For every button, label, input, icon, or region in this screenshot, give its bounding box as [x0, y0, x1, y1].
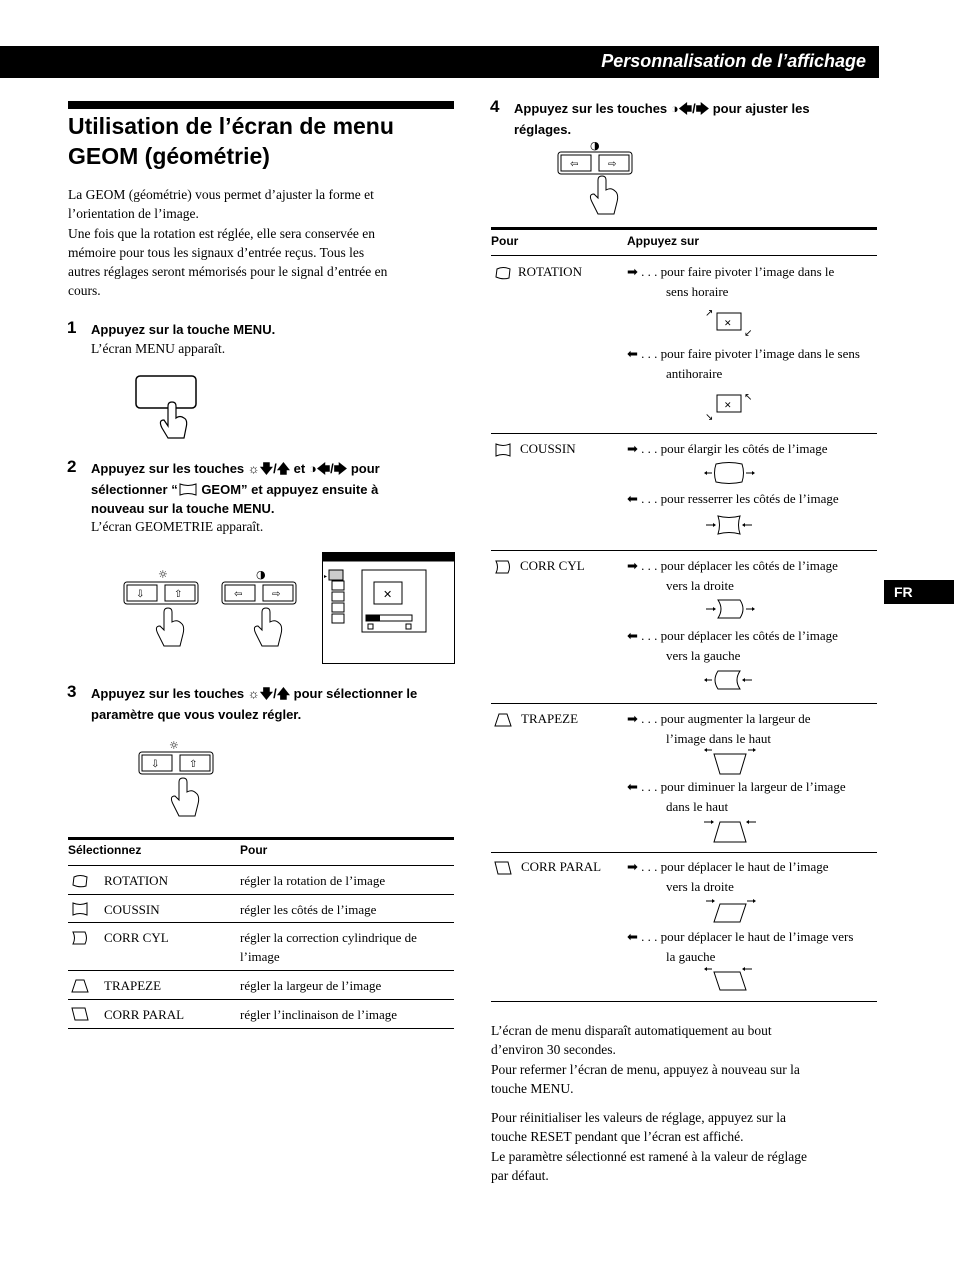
table-rule: [68, 837, 454, 840]
intro-line: autres réglages seront mémorisés pour le signal d’entrée en: [68, 264, 388, 280]
rotation-icon: [494, 266, 512, 280]
table1-row-name: CORR PARAL: [104, 1007, 185, 1022]
menu-button-illustration: [128, 368, 208, 444]
corrparal-right-illustration: [702, 896, 758, 926]
table1-header-select: Sélectionnez: [68, 843, 142, 857]
step-number: 2: [67, 457, 77, 476]
table1-row-name: COUSSIN: [104, 902, 160, 917]
corrparal-left-illustration: [702, 964, 758, 994]
svg-text:⇩: ⇩: [136, 589, 145, 600]
table1-row-desc: régler la rotation de l’image: [240, 873, 386, 888]
sun-buttons-illustration: [137, 738, 217, 818]
table1-row-desc: régler les côtés de l’image: [240, 902, 377, 917]
step1-instruction: Appuyez sur la touche MENU.: [91, 322, 276, 337]
table-rule: [68, 894, 454, 895]
rotate-clockwise-illustration: [704, 306, 754, 338]
geometry-screen-illustration: [322, 552, 456, 666]
coussin-narrow-illustration: [702, 514, 758, 536]
table1-row-desc: régler l’inclinaison de l’image: [240, 1007, 398, 1022]
intro-line: cours.: [68, 283, 101, 299]
corr-cyl-icon: [71, 931, 89, 945]
contrast-buttons-illustration: [556, 138, 636, 218]
page-title: [68, 111, 454, 171]
page-title-line1: Utilisation de l’écran de menu: [68, 113, 394, 139]
step-number: 1: [67, 318, 77, 337]
svg-text:⇧: ⇧: [174, 589, 183, 600]
svg-text:✕: ✕: [724, 401, 732, 411]
table-rule: [491, 1001, 877, 1002]
step2-instruction: Appuyez sur les touches ☼🡇/🡅 et ◑🡄/🡆 pour sélectionner “ GEOM” et appuyez ensuite à nouveau sur la touche MENU.: [91, 461, 380, 516]
trapeze-narrow-illustration: [702, 816, 758, 846]
table-rule: [491, 852, 877, 853]
table-rule: [68, 970, 454, 971]
step-number: 3: [67, 682, 77, 701]
svg-text:⇦: ⇦: [570, 159, 579, 170]
svg-text:⇩: ⇩: [151, 759, 160, 770]
corr-paral-icon: [71, 1007, 89, 1021]
svg-text:☼: ☼: [169, 739, 179, 752]
sun-buttons-illustration: [122, 568, 202, 648]
page-title-line2: GEOM (géométrie): [68, 143, 270, 169]
rotation-right-desc: ➡ . . . pour faire pivoter l’image dans le sens horaire: [627, 264, 835, 299]
svg-text:✕: ✕: [724, 319, 732, 329]
trapeze-icon: [494, 713, 512, 727]
table2-row-name: ROTATION: [518, 264, 582, 279]
svg-text:◑: ◑: [590, 139, 600, 152]
coussin-widen-illustration: [702, 462, 758, 484]
intro-line: l’orientation de l’image.: [68, 206, 199, 222]
contrast-buttons-illustration: [220, 568, 300, 648]
step1-result: L’écran MENU apparaît.: [91, 341, 226, 356]
coussin-icon: [494, 443, 512, 457]
intro-line: mémoire pour tous les signaux d’entrée reçus. Tous les: [68, 244, 365, 260]
step-number: 4: [490, 97, 500, 116]
rotation-left-desc: ⬅ . . . pour faire pivoter l’image dans le sens antihoraire: [627, 346, 860, 381]
table1-header-for: Pour: [240, 843, 268, 857]
table-rule: [68, 922, 454, 923]
table-rule: [491, 227, 877, 230]
table2-row-name: COUSSIN: [520, 441, 576, 456]
table-rule: [68, 865, 454, 866]
svg-text:⇦: ⇦: [234, 589, 243, 600]
table2-header-press: Appuyez sur: [627, 234, 700, 248]
corrcyl-left-illustration: [702, 669, 758, 691]
trapeze-icon: [71, 979, 89, 993]
step3-instruction: Appuyez sur les touches ☼🡇/🡅 pour sélectionner le paramètre que vous voulez régler.: [91, 686, 418, 722]
svg-text:↙: ↙: [744, 328, 753, 339]
table-rule: [491, 433, 877, 434]
table-rule: [68, 999, 454, 1000]
table-rule: [68, 1028, 454, 1029]
rotation-icon: [71, 874, 89, 888]
step2-result: L’écran GEOMETRIE apparaît.: [91, 519, 264, 534]
table2-row-name: CORR CYL: [520, 558, 585, 573]
svg-text:☼: ☼: [158, 568, 168, 581]
table1-row-desc: régler la largeur de l’image: [240, 978, 382, 993]
svg-text:⇧: ⇧: [189, 759, 198, 770]
language-tab: FR: [884, 580, 954, 604]
svg-text:↗: ↗: [705, 308, 714, 319]
table2-row-name: CORR PARAL: [521, 859, 602, 874]
trapeze-widen-illustration: [702, 746, 758, 776]
footer-paragraph-1: L’écran de menu disparaît automatiquement au bout d’environ 30 secondes. Pour refermer l’écran de menu, appuyez à nouveau sur la touche MENU.: [491, 1023, 800, 1096]
corrcyl-right-illustration: [702, 598, 758, 620]
intro-paragraph: [68, 185, 454, 301]
coussin-left-desc: ⬅ . . . pour resserrer les côtés de l’image: [627, 491, 839, 507]
step4-instruction: Appuyez sur les touches ◑🡄/🡆 pour ajuster les réglages.: [514, 101, 810, 137]
corrcyl-right-desc: ➡ . . . pour déplacer les côtés de l’image vers la droite: [627, 558, 838, 593]
title-rule: [68, 101, 454, 109]
corr-cyl-icon: [494, 560, 512, 574]
corrparal-left-desc: ⬅ . . . pour déplacer le haut de l’image vers la gauche: [627, 929, 854, 964]
table-rule: [491, 703, 877, 704]
table1-row-name: CORR CYL: [104, 930, 169, 945]
table1-row-desc: régler la correction cylindrique de l’image: [240, 930, 417, 964]
table2-row-name: TRAPEZE: [521, 711, 579, 726]
corr-paral-icon: [494, 861, 512, 875]
geom-icon: [178, 483, 198, 496]
rotate-counterclockwise-illustration: [704, 390, 754, 422]
table-rule: [491, 550, 877, 551]
trapeze-left-desc: ⬅ . . . pour diminuer la largeur de l’image dans le haut: [627, 779, 846, 814]
table1-row-name: ROTATION: [104, 873, 168, 888]
svg-text:⇨: ⇨: [272, 589, 281, 600]
intro-line: La GEOM (géométrie) vous permet d’ajuster la forme et: [68, 187, 374, 202]
svg-text:◑: ◑: [256, 568, 266, 581]
svg-text:↘: ↘: [705, 412, 714, 423]
table1-row-name: TRAPEZE: [104, 978, 162, 993]
table2-header-for: Pour: [491, 234, 519, 248]
svg-text:↖: ↖: [744, 392, 753, 403]
corrcyl-left-desc: ⬅ . . . pour déplacer les côtés de l’image vers la gauche: [627, 628, 838, 663]
svg-text:▸: ▸: [324, 573, 328, 580]
footer-paragraph-2: Pour réinitialiser les valeurs de réglage, appuyez sur la touche RESET pendant que l’écran est affiché. Le paramètre sélectionné est ramené à la valeur de réglage par défaut.: [491, 1110, 807, 1183]
trapeze-right-desc: ➡ . . . pour augmenter la largeur de l’image dans le haut: [627, 711, 811, 746]
coussin-right-desc: ➡ . . . pour élargir les côtés de l’image: [627, 441, 828, 457]
table-rule: [491, 255, 877, 256]
coussin-icon: [71, 902, 89, 916]
header-title: Personnalisation de l’affichage: [601, 51, 866, 71]
svg-text:✕: ✕: [383, 588, 393, 601]
svg-text:⇨: ⇨: [608, 159, 617, 170]
intro-line: Une fois que la rotation est réglée, elle sera conservée en: [68, 225, 375, 241]
corrparal-right-desc: ➡ . . . pour déplacer le haut de l’image vers la droite: [627, 859, 829, 894]
